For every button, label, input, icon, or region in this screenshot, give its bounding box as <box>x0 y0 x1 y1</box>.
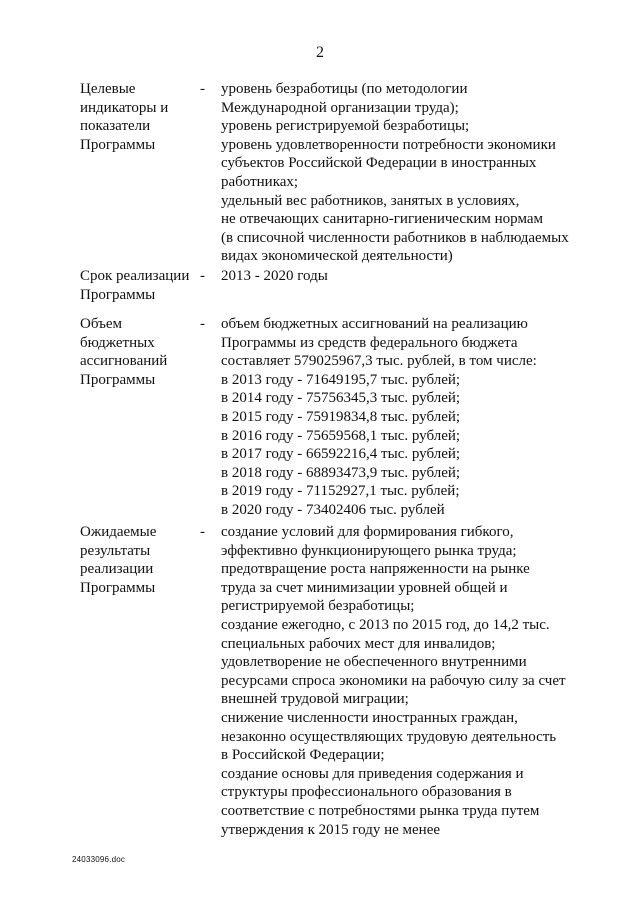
content-line: составляет 579025967,3 тыс. рублей, в том числе: <box>221 353 537 370</box>
section-dash: - <box>200 316 205 332</box>
content-line: в 2016 году - 75659568,1 тыс. рублей; <box>221 427 461 444</box>
content-line: снижение численности иностранных граждан, <box>221 709 518 726</box>
label-line: результаты <box>80 542 151 559</box>
content-line: видах экономической деятельности) <box>221 248 453 265</box>
content-line: уровень безработицы (по методологии <box>221 81 468 97</box>
section-content <box>221 80 581 266</box>
section-label <box>80 267 200 304</box>
content-line: утверждения к 2015 году не менее <box>221 821 441 838</box>
section-label <box>80 523 200 597</box>
content-line: структуры профессионального образования в <box>221 784 512 801</box>
content-line: специальных рабочих мест для инвалидов; <box>221 635 496 652</box>
content-line: объем бюджетных ассигнований на реализацию <box>221 316 528 332</box>
content-line: не отвечающих санитарно-гигиеническим нормам <box>221 211 543 228</box>
label-line: Целевые <box>80 81 136 97</box>
content-line: в 2018 году - 68893473,9 тыс. рублей; <box>221 464 461 481</box>
content-line: в 2017 году - 66592216,4 тыс. рублей; <box>221 446 461 463</box>
section-content <box>221 523 581 839</box>
content-line: в 2013 году - 71649195,7 тыс. рублей; <box>221 371 461 388</box>
label-line: индикаторы и <box>80 99 169 116</box>
section-label <box>80 80 200 154</box>
content-line: в 2014 году - 75756345,3 тыс. рублей; <box>221 390 461 407</box>
content-line: 2013 - 2020 годы <box>221 268 328 284</box>
content-line: удельный вес работников, занятых в условиях, <box>221 192 520 209</box>
label-line: Ожидаемые <box>80 524 157 540</box>
content-line: уровень удовлетворенности потребности экономики <box>221 136 556 153</box>
label-line: Программы <box>80 579 156 596</box>
content-line: работниках; <box>221 173 299 190</box>
content-line: в 2019 году - 71152927,1 тыс. рублей; <box>221 483 460 500</box>
content-line: Программы из средств федерального бюджета <box>221 334 518 351</box>
content-line: создание основы для приведения содержания и <box>221 765 524 782</box>
content-line: создание условий для формирования гибкого, <box>221 524 514 540</box>
content-line: эффективно функционирующего рынка труда; <box>221 542 517 559</box>
label-line: Программы <box>80 286 156 303</box>
content-line: субъектов Российской Федерации в иностранных <box>221 155 537 172</box>
content-line: Международной организации труда); <box>221 99 459 116</box>
content-line: уровень регистрируемой безработицы; <box>221 118 470 135</box>
content-line: удовлетворение не обеспеченного внутренними <box>221 654 527 671</box>
label-line: реализации <box>80 561 154 578</box>
label-line: ассигнований <box>80 353 168 370</box>
section-dash: - <box>200 81 205 97</box>
label-line: бюджетных <box>80 334 155 351</box>
content-line: ресурсами спроса экономики на рабочую силу за счет <box>221 672 566 689</box>
section-content <box>221 315 581 520</box>
section-dash: - <box>200 268 205 284</box>
content-line: создание ежегодно, с 2013 по 2015 год, до 14,2 тыс. <box>221 616 550 633</box>
label-line: Срок реализации <box>80 268 190 284</box>
content-line: незаконно осуществляющих трудовую деятельность <box>221 728 557 745</box>
section-dash: - <box>200 524 205 540</box>
content-line: в Российской Федерации; <box>221 747 385 764</box>
label-line: Программы <box>80 371 156 388</box>
content-line: в 2020 году - 73402406 тыс. рублей <box>221 501 445 518</box>
content-line: в 2015 году - 75919834,8 тыс. рублей; <box>221 408 461 425</box>
page-number: 2 <box>316 44 324 61</box>
document-file-code: 24033096.doc <box>72 855 126 864</box>
section-content <box>221 267 581 286</box>
content-line: регистрируемой безработицы; <box>221 598 415 615</box>
label-line: Объем <box>80 316 122 332</box>
label-line: Программы <box>80 136 156 153</box>
content-line: труда за счет минимизации уровней общей и <box>221 579 508 596</box>
content-line: (в списочной численности работников в наблюдаемых <box>221 229 569 246</box>
content-line: внешней трудовой миграции; <box>221 691 409 708</box>
section-label <box>80 315 200 389</box>
content-line: соответствие с потребностями рынка труда путем <box>221 802 540 819</box>
content-line: предотвращение роста напряженности на рынке <box>221 561 530 578</box>
label-line: показатели <box>80 118 151 135</box>
